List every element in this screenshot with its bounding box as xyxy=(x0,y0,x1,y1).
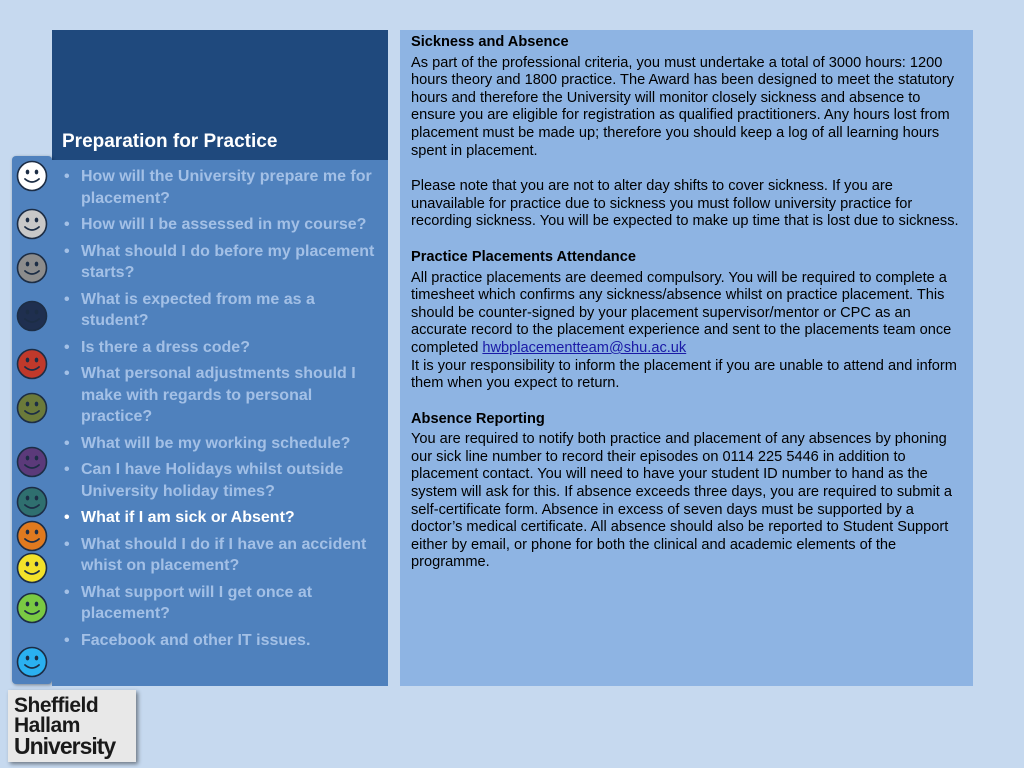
slide-title-box xyxy=(52,30,388,160)
smiley-face-icon xyxy=(16,486,48,518)
smiley-strip xyxy=(12,156,52,684)
topic-label: What is expected from me as a student? xyxy=(81,290,315,329)
topic-label: What personal adjustments should I make with regards to personal practice? xyxy=(81,365,356,425)
smiley-face-icon xyxy=(16,252,48,284)
reporting-heading: Absence Reporting xyxy=(411,410,545,427)
bullet-icon: • xyxy=(64,509,70,526)
smiley-face-icon xyxy=(16,646,48,678)
topic-label: What should I do if I have an accident whist on placement? xyxy=(81,535,367,574)
topic-item[interactable] xyxy=(62,534,380,577)
attendance-paragraph-1 xyxy=(411,270,963,358)
topic-label: How will I be assessed in my course? xyxy=(81,216,367,233)
topic-list xyxy=(52,160,388,651)
topic-item[interactable] xyxy=(62,214,380,236)
smiley-face-icon xyxy=(16,552,48,584)
reporting-paragraph: You are required to notify both practice and placement of any absences by phoning our sick line number to record their episodes on 0114 225 5446 in addition to placement contact. You will need to have your student ID number to hand as the system will ask for this. If absence exceeds three days, you are required to submit a self-certificate form. Absence in excess of seven days must be supported by a doctor’s medical certificate. All absence should also be reported to Student Support either by email, or phone for both the clinical and academic elements of the programme. xyxy=(411,431,953,571)
attendance-paragraph-2: It is your responsibility to inform the placement if you are unable to attend and inform them when you expect to return. xyxy=(411,357,957,392)
topic-label: Can I have Holidays whilst outside University holiday times? xyxy=(81,461,344,500)
smiley-face-icon xyxy=(16,208,48,240)
spacer xyxy=(411,231,963,249)
bullet-icon: • xyxy=(64,216,70,233)
bullet-icon: • xyxy=(64,242,70,260)
bullet-icon: • xyxy=(64,583,70,601)
bullet-icon: • xyxy=(64,434,70,452)
topic-item[interactable] xyxy=(62,433,380,455)
topic-navigation xyxy=(52,160,388,686)
topic-item[interactable] xyxy=(62,337,380,359)
sickness-heading: Sickness and Absence xyxy=(411,34,569,50)
bullet-icon: • xyxy=(64,338,70,356)
topic-item[interactable] xyxy=(62,507,380,529)
smiley-face-icon xyxy=(16,160,48,192)
topic-item[interactable] xyxy=(62,363,380,428)
university-logo xyxy=(8,690,136,762)
smiley-face-icon xyxy=(16,300,48,332)
spacer xyxy=(411,160,963,178)
bullet-icon: • xyxy=(64,290,70,308)
topic-label: What should I do before my placement starts? xyxy=(81,242,375,281)
topic-label: What support will I get once at placement? xyxy=(81,583,313,622)
topic-item[interactable] xyxy=(62,630,380,652)
bullet-icon: • xyxy=(64,365,70,382)
sickness-paragraph-2: Please note that you are not to alter day shifts to cover sickness. If you are unavailable for practice due to sickness you must follow university practice for recording sickness. You will be expected to make up time that is lost due to sickness. xyxy=(411,178,959,230)
bullet-icon: • xyxy=(64,535,70,553)
placement-team-email-link[interactable]: hwbplacementteam@shu.ac.uk xyxy=(482,339,687,356)
attendance-heading: Practice Placements Attendance xyxy=(411,248,636,265)
smiley-face-icon xyxy=(16,392,48,424)
topic-item[interactable] xyxy=(62,289,380,332)
attendance-text: All practice placements are deemed compulsory. You will be required to complete a timesheet which confirms any sickness/absence whilst on practice placement. This should be counter-signed by your placement supervisor/mentor or CPC as an accurate record to the placement experience and sent to the placements team once completed xyxy=(411,269,952,356)
logo-line-1: Sheffield xyxy=(14,694,99,717)
content-panel xyxy=(400,30,973,686)
topic-label: What if I am sick or Absent? xyxy=(81,509,295,526)
topic-label: How will the University prepare me for placement? xyxy=(81,168,372,207)
logo-line-3: University xyxy=(14,733,116,759)
topic-item[interactable] xyxy=(62,166,380,209)
smiley-face-icon xyxy=(16,520,48,552)
spacer xyxy=(411,393,963,411)
topic-label: Facebook and other IT issues. xyxy=(81,631,311,649)
topic-item[interactable] xyxy=(62,459,380,502)
smiley-face-icon xyxy=(16,446,48,478)
topic-item[interactable] xyxy=(62,582,380,625)
slide-title: Preparation for Practice xyxy=(62,131,278,152)
bullet-icon: • xyxy=(64,461,70,478)
smiley-face-icon xyxy=(16,348,48,380)
smiley-face-icon xyxy=(16,592,48,624)
sickness-paragraph-1: As part of the professional criteria, you must undertake a total of 3000 hours: 1200 hours theory and 1800 practice. The Award has been designed to meet the statutory hours and therefore the University will monitor closely sickness and absence to ensure you are eligible for registration as qualified practitioners. Any hours lost from placement must be made up; therefore you should keep a log of all learning hours spent in placement. xyxy=(411,54,955,159)
bullet-icon: • xyxy=(64,168,70,185)
topic-item[interactable] xyxy=(62,241,380,284)
bullet-icon: • xyxy=(64,631,70,649)
topic-label: What will be my working schedule? xyxy=(81,434,351,452)
topic-label: Is there a dress code? xyxy=(81,338,250,356)
logo-line-2: Hallam xyxy=(14,714,80,737)
